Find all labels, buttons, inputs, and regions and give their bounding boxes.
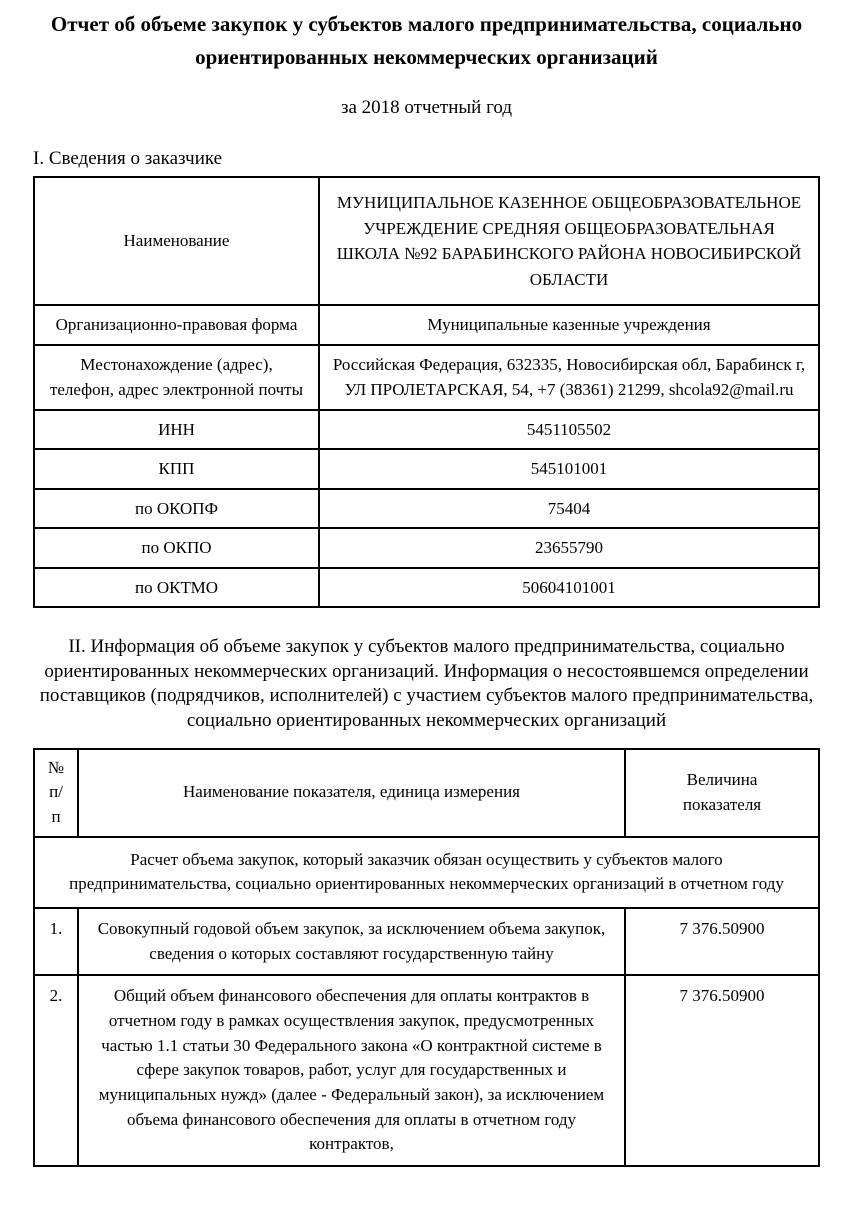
customer-row-okopf xyxy=(34,489,819,529)
indicator-value: 7 376.50900 xyxy=(625,975,819,1165)
row-label: по ОКПО xyxy=(34,528,319,568)
col-header-name: Наименование показателя, единица измерения xyxy=(78,749,625,837)
indicators-section-label: Расчет объема закупок, который заказчик обязан осуществить у субъектов малого предпринимательства, социально ориентированных некоммерческих организаций в отчетном году xyxy=(34,837,819,908)
customer-info-table xyxy=(33,176,820,608)
section-2-heading: II. Информация об объеме закупок у субъектов малого предпринимательства, социально ориентированных некоммерческих организаций. Информация о несостоявшемся определении поставщиков (подрядчиков, исполнителей) с участием субъектов малого предпринимательства, социально ориентированных некоммерческих организаций xyxy=(39,636,814,732)
row-value: 545101001 xyxy=(319,449,819,489)
customer-row-okpo xyxy=(34,528,819,568)
customer-row-kpp xyxy=(34,449,819,489)
customer-row-address xyxy=(34,345,819,410)
row-value: 50604101001 xyxy=(319,568,819,608)
col-header-value-label: Величина показателя xyxy=(682,770,762,814)
indicator-num: 1. xyxy=(34,908,78,975)
row-label: по ОКТМО xyxy=(34,568,319,608)
indicator-name: Совокупный годовой объем закупок, за исключением объема закупок, сведения о которых составляют государственную тайну xyxy=(78,908,625,975)
row-label: по ОКОПФ xyxy=(34,489,319,529)
indicator-row-2 xyxy=(34,975,819,1165)
row-value: 75404 xyxy=(319,489,819,529)
indicator-num: 2. xyxy=(34,975,78,1165)
indicator-name: Общий объем финансового обеспечения для оплаты контрактов в отчетном году в рамках осуществления закупок, предусмотренных частью 1.1 статьи 30 Федерального закона «О контрактной системе в сфере закупок товаров, работ, услуг для государственных и муниципальных нужд» (далее - Федеральный закон), за исключением объема финансового обеспечения для оплаты в отчетном году контрактов, xyxy=(78,975,625,1165)
col-header-value xyxy=(625,749,819,837)
row-label: Местонахождение (адрес), телефон, адрес электронной почты xyxy=(34,345,319,410)
row-value: Муниципальные казенные учреждения xyxy=(319,305,819,345)
col-header-num xyxy=(34,749,78,837)
row-label: ИНН xyxy=(34,410,319,450)
col-header-num-label: № п/п xyxy=(47,757,65,827)
indicators-header-row xyxy=(34,749,819,837)
customer-row-legal-form xyxy=(34,305,819,345)
row-label: КПП xyxy=(34,449,319,489)
indicator-row-1 xyxy=(34,908,819,975)
row-value: 5451105502 xyxy=(319,410,819,450)
row-value: Российская Федерация, 632335, Новосибирская обл, Барабинск г, УЛ ПРОЛЕТАРСКАЯ, 54, +7 (38361) 21299, shcola92@mail.ru xyxy=(319,345,819,410)
indicators-section-row xyxy=(34,837,819,908)
customer-row-inn xyxy=(34,410,819,450)
customer-row-name xyxy=(34,177,819,305)
row-value: 23655790 xyxy=(319,528,819,568)
customer-row-oktmo xyxy=(34,568,819,608)
page-title: Отчет об объеме закупок у субъектов малого предпринимательства, социально ориентированных некоммерческих организаций xyxy=(50,12,803,69)
report-year-subtitle: за 2018 отчетный год xyxy=(340,97,513,119)
row-value: МУНИЦИПАЛЬНОЕ КАЗЕННОЕ ОБЩЕОБРАЗОВАТЕЛЬНОЕ УЧРЕЖДЕНИЕ СРЕДНЯЯ ОБЩЕОБРАЗОВАТЕЛЬНАЯ ШКОЛА №92 БАРАБИНСКОГО РАЙОНА НОВОСИБИРСКОЙ ОБЛАСТИ xyxy=(319,177,819,305)
indicator-value: 7 376.50900 xyxy=(625,908,819,975)
row-label: Наименование xyxy=(34,177,319,305)
indicators-table xyxy=(33,748,820,1167)
section-1-heading: I. Сведения о заказчике xyxy=(33,148,223,170)
row-label: Организационно-правовая форма xyxy=(34,305,319,345)
